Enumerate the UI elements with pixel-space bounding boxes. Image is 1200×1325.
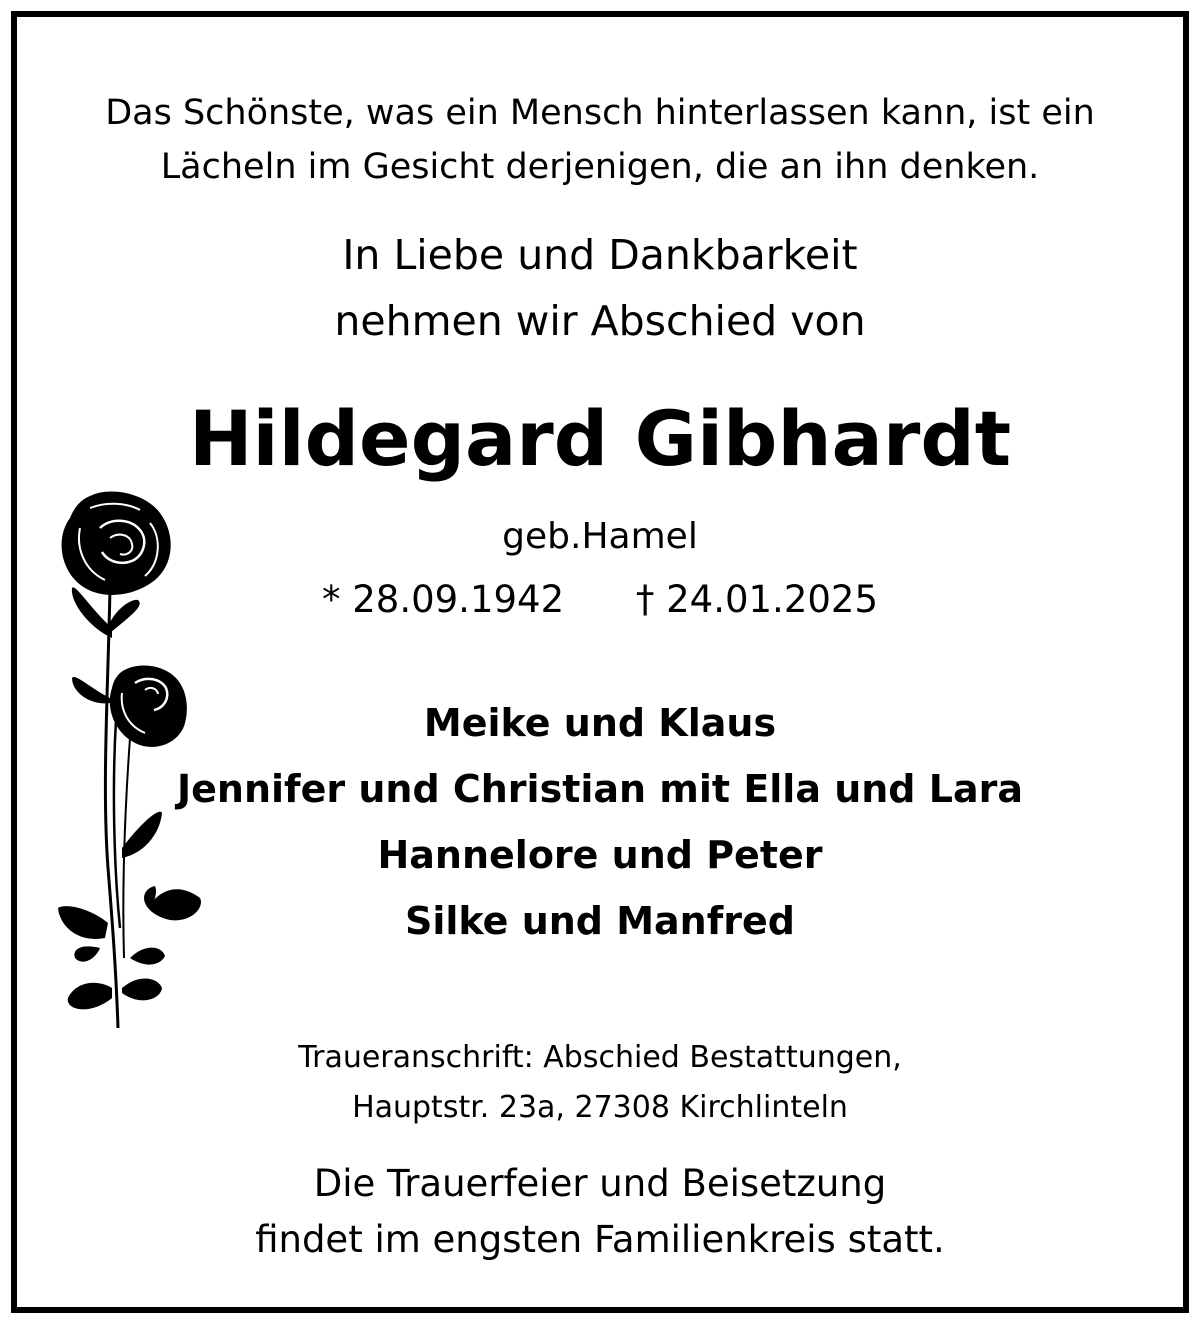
quote-line-1: Das Schönste, was ein Mensch hinterlassen kann, ist ein: [105, 93, 1095, 133]
intro-text: [0, 222, 1200, 354]
deceased-name: Hildegard Gibhardt: [188, 394, 1012, 483]
mourning-address: [0, 1033, 1200, 1133]
maiden-name: geb.Hamel: [502, 516, 698, 557]
mourner-line: Silke und Manfred: [405, 899, 795, 943]
intro-line-1: In Liebe und Dankbarkeit: [342, 231, 858, 279]
death-date: † 24.01.2025: [635, 578, 878, 621]
quote-line-2: Lächeln im Gesicht derjenigen, die an ihn denken.: [160, 147, 1040, 187]
service-notice: [0, 1156, 1200, 1268]
service-line-1: Die Trauerfeier und Beisetzung: [313, 1162, 887, 1205]
address-line-2: Hauptstr. 23a, 27308 Kirchlinteln: [352, 1090, 848, 1125]
rose-icon: [50, 488, 220, 1038]
mourner-line: Jennifer und Christian mit Ella und Lara: [177, 767, 1023, 811]
service-line-2: findet im engsten Familienkreis statt.: [255, 1218, 945, 1261]
mourner-line: Hannelore und Peter: [377, 833, 823, 877]
mourner-line: Meike und Klaus: [423, 701, 777, 745]
birth-date: * 28.09.1942: [322, 578, 565, 621]
address-line-1: Traueranschrift: Abschied Bestattungen,: [298, 1040, 902, 1075]
memorial-quote: [0, 86, 1200, 194]
intro-line-2: nehmen wir Abschied von: [334, 297, 866, 345]
